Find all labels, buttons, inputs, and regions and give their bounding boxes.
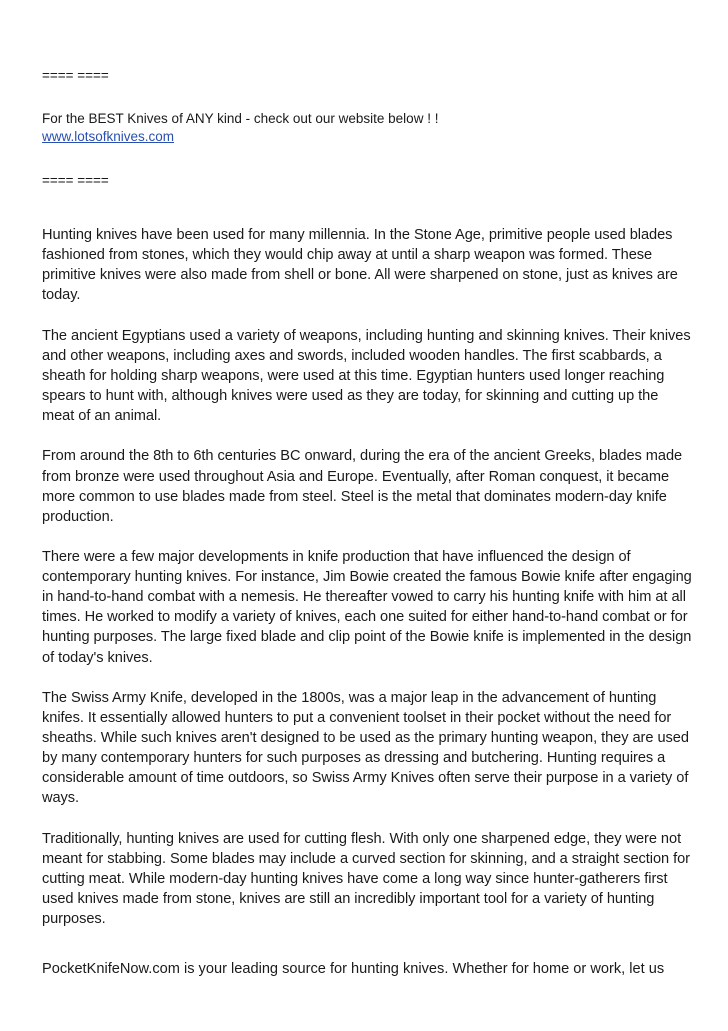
footer-promo: PocketKnifeNow.com is your leading source for hunting knives. Whether for home or work, let us (42, 961, 665, 977)
promo-block (42, 110, 692, 146)
paragraph-stone-age: Hunting knives have been used for many millennia. In the Stone Age, primitive people used blades fashioned from stones, which they would chip away at until a sharp weapon was formed. These primitive knives were also made from shell or bone. All were sharpened on stone, just as knives are today. (42, 227, 678, 304)
paragraph-bowie: There were a few major developments in knife production that have influenced the design of contemporary hunting knives. For instance, Jim Bowie created the famous Bowie knife after engaging in hand-to-hand combat with a nemesis. He thereafter vowed to carry his hunting knife with him at all times. He worked to modify a variety of knives, each one suited for either hand-to-hand combat or for hunting purposes. The large fixed blade and clip point of the Bowie knife is implemented in the design of today's knives. (42, 549, 692, 666)
article-body (42, 225, 692, 950)
separator-bottom: ==== ==== (42, 173, 109, 188)
paragraph-greeks: From around the 8th to 6th centuries BC onward, during the era of the ancient Greeks, blades made from bronze were used throughout Asia and Europe. Eventually, after Roman conquest, it became more common to use blades made from steel. Steel is the metal that dominates modern-day knife production. (42, 448, 683, 525)
separator-top: ==== ==== (42, 68, 109, 83)
promo-text: For the BEST Knives of ANY kind - check out our website below ! ! (42, 111, 439, 126)
paragraph-swiss-army: The Swiss Army Knife, developed in the 1800s, was a major leap in the advancement of hunting knifes. It essentially allowed hunters to put a convenient toolset in their pocket without the need for sheaths. While such knives aren't designed to be used as the primary hunting weapon, they are used by many contemporary hunters for such purposes as dressing and butchering. Hunting requires a considerable amount of time outdoors, so Swiss Army Knives often serve their purpose in a variety of ways. (42, 689, 689, 807)
paragraph-egyptians: The ancient Egyptians used a variety of weapons, including hunting and skinning knives. Their knives and other weapons, including axes and swords, included wooden handles. The first scabbards, a sheath for holding sharp weapons, were used at this time. Egyptian hunters used longer reaching spears to hunt with, although knives were used as they are today, for skinning and cutting up the meat of an animal. (42, 327, 691, 425)
paragraph-traditional-use: Traditionally, hunting knives are used for cutting flesh. With only one sharpened edge, they were not meant for stabbing. Some blades may include a curved section for skinning, and a straight section for cutting meat. While modern-day hunting knives have come a long way since hunter-gatherers first used knives made from stone, knives are still an incredibly important tool for a variety of hunting purposes. (42, 830, 690, 928)
website-link[interactable]: www.lotsofknives.com (42, 129, 175, 144)
